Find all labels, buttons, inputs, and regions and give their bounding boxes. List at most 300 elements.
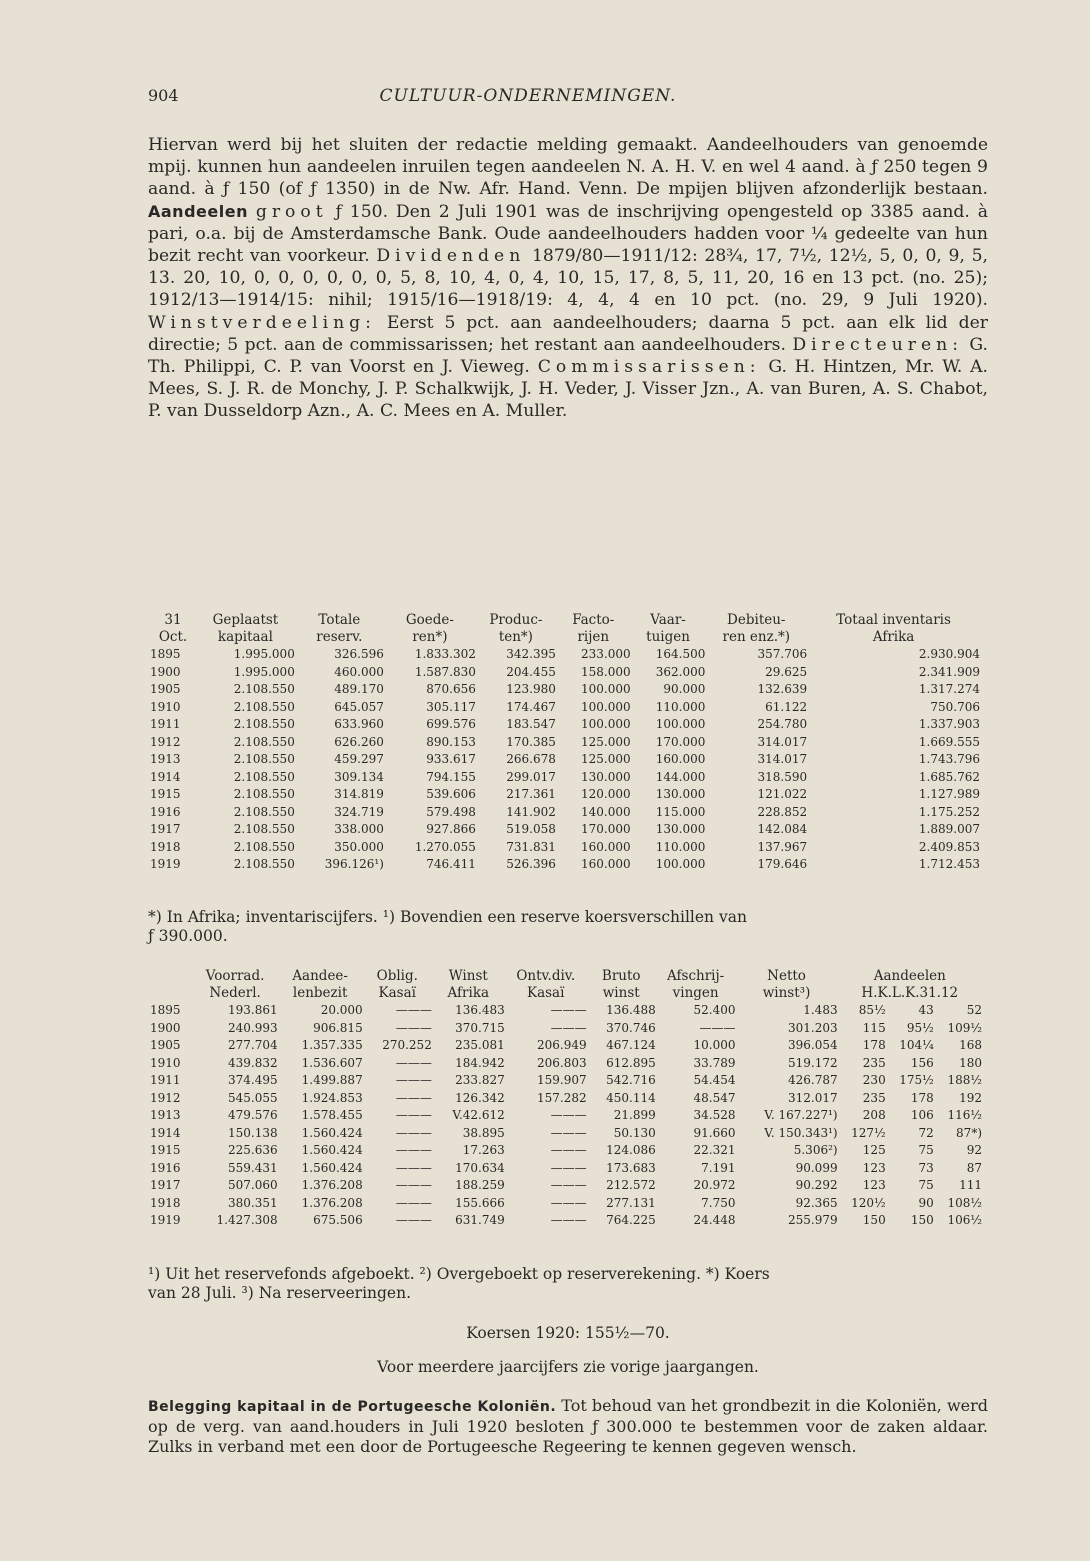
table-cell: 87: [966, 1160, 982, 1175]
table-cell: 2.108.550: [233, 717, 295, 731]
table-cell: 254.780: [757, 717, 808, 731]
table-cell: ———: [395, 1160, 432, 1175]
table-row: [150, 856, 980, 874]
table-cell: 467.124: [606, 1038, 656, 1052]
table-cell: 1.317.274: [918, 682, 980, 696]
table-cell: 396.054: [787, 1038, 838, 1052]
table-cell: 507.060: [228, 1178, 278, 1192]
table-cell: 1.560.424: [301, 1160, 363, 1175]
table-cell: 38.895: [462, 1125, 505, 1140]
table-cell: 1.669.555: [918, 734, 980, 749]
col-header: Afrika: [447, 985, 490, 1001]
col-header: Kasaï: [378, 985, 416, 1001]
table-row: [150, 1125, 982, 1143]
spaced-heading-winstverdeeling: Winstverdeeling:: [148, 312, 376, 333]
text-segment: Hiervan werd bij het sluiten der redactie melding gemaakt. Aandeelhouders van genoemde mpij. kunnen hun aandeelen inruilen tegen aandeelen N. A. H. V. en wel 4 aand. à ƒ 250 tegen 9 aand. à ƒ 150 (of ƒ 1350) in de Nw. Afr. Hand. Venn. De mpijen blijven afzonderlijk bestaan.: [148, 135, 988, 200]
table-cell: 1.560.424: [301, 1143, 363, 1157]
table-cell: 121.022: [757, 787, 808, 801]
table-cell: 100.000: [581, 699, 631, 714]
year-cell: 1912: [150, 1090, 181, 1105]
table-cell: 115: [862, 1020, 886, 1035]
col-header: Winst: [448, 968, 488, 984]
table-cell: 890.153: [426, 734, 476, 749]
table-cell: 179.646: [757, 857, 808, 871]
table-cell: 159.907: [537, 1073, 587, 1087]
table-cell: 362.000: [655, 664, 706, 679]
table-cell: 380.351: [228, 1195, 278, 1210]
table-cell: 2.108.550: [233, 839, 295, 854]
table-cell: 746.411: [426, 857, 476, 871]
table-cell: 350.000: [334, 839, 384, 854]
col-header: Ontv.div.: [516, 968, 576, 984]
table-cell: 1.712.453: [918, 857, 980, 871]
table-row: [150, 1177, 982, 1195]
meerdere-jaarcijfers-line: Voor meerdere jaarcijfers zie vorige jaargangen.: [377, 1358, 759, 1376]
table-cell: 204.455: [506, 664, 556, 679]
table-cell: 1.536.607: [301, 1055, 363, 1070]
company-description: [148, 134, 988, 423]
table-cell: ———: [395, 1195, 432, 1210]
table-cell: 794.155: [426, 769, 476, 784]
table-cell: 1.337.903: [918, 717, 980, 731]
table-cell: 1.685.762: [918, 769, 980, 784]
year-cell: 1911: [150, 717, 181, 731]
col-header: Netto: [767, 968, 806, 984]
table-cell: ———: [395, 1213, 432, 1227]
spaced-heading-commissarissen: Commissarissen:: [537, 357, 761, 378]
table-cell: 1.427.308: [216, 1213, 278, 1227]
table-cell: 314.017: [757, 752, 808, 766]
table-cell: 92: [966, 1143, 982, 1157]
table-cell: 2.108.550: [233, 822, 295, 836]
col-header: reserv.: [316, 629, 363, 645]
table-cell: 235: [862, 1090, 886, 1105]
table-cell: 125: [862, 1143, 886, 1157]
table-cell: 559.431: [228, 1160, 278, 1175]
table-cell: 240.993: [228, 1020, 278, 1035]
table-cell: 1.578.455: [301, 1108, 363, 1122]
table-cell: 72: [918, 1125, 934, 1140]
col-header: winst³): [762, 985, 811, 1001]
table-cell: 208: [862, 1108, 886, 1122]
table-cell: 158.000: [581, 664, 631, 679]
table-cell: 160.000: [655, 752, 706, 766]
text-segment: Eerst 5 pct. aan aandeelhouders; daarna 5 pct. aan elk lid der directie; 5 pct. aan de commissarissen; het restant aan aandeelhouders.: [148, 312, 988, 355]
table-row: [150, 1037, 982, 1055]
table-cell: 750.706: [930, 699, 980, 714]
table-cell: 17.263: [462, 1143, 505, 1157]
table-cell: 228.852: [757, 804, 808, 819]
col-header: Aandeelen: [873, 968, 946, 984]
table-cell: 127½: [851, 1125, 886, 1140]
table-row: [150, 664, 980, 682]
table-row: [150, 1020, 982, 1038]
table-cell: 130.000: [581, 769, 631, 784]
year-cell: 1918: [150, 1195, 181, 1210]
table-row: [150, 681, 980, 699]
table-cell: 173.683: [606, 1160, 656, 1175]
table-cell: 266.678: [506, 752, 556, 766]
table-cell: 479.576: [228, 1108, 278, 1122]
table-cell: 2.108.550: [233, 699, 295, 714]
table-cell: 933.617: [426, 752, 476, 766]
year-cell: 1919: [150, 1213, 181, 1227]
table-cell: 87*): [956, 1125, 982, 1140]
table-cell: 10.000: [693, 1038, 736, 1052]
col-header: Nederl.: [209, 985, 261, 1001]
footnote-line: van 28 Juli. ³) Na reserveeringen.: [148, 1284, 412, 1302]
table-cell: 115.000: [655, 804, 706, 819]
table-cell: 54.454: [693, 1073, 736, 1087]
year-cell: 1895: [150, 647, 181, 661]
table-cell: ———: [395, 1125, 432, 1140]
table-cell: 270.252: [382, 1038, 432, 1052]
year-cell: 1895: [150, 1003, 181, 1017]
table-cell: ———: [550, 1003, 587, 1017]
table-row: [150, 699, 980, 717]
table-cell: 277.131: [606, 1195, 656, 1210]
year-cell: 1914: [150, 769, 181, 784]
table-cell: 116½: [947, 1108, 982, 1122]
table-cell: 542.716: [606, 1073, 656, 1087]
table-cell: 338.000: [334, 822, 384, 836]
balance-table-body: [150, 646, 980, 874]
table-row: [150, 1212, 982, 1230]
table-cell: 170.385: [506, 734, 556, 749]
table-cell: 1.587.830: [414, 664, 476, 679]
table-cell: 675.506: [313, 1213, 363, 1227]
table-cell: 170.634: [455, 1160, 505, 1175]
footnote-line: ƒ 390.000.: [148, 927, 228, 945]
table-cell: ———: [395, 1055, 432, 1070]
table-cell: 160.000: [581, 857, 631, 871]
text-segment: ƒ 150. Den 2 Juli 1901 was de inschrijving opengesteld op 3385 aand. à pari, o.a. bij de Amsterdamsche Bank. Oude aandeelhouders hadden voor ¼ gedeelte van hun bezit recht van voorkeur.: [148, 201, 988, 267]
table-cell: 1.743.796: [918, 752, 980, 766]
table-cell: 1.175.252: [918, 804, 980, 819]
year-cell: 1910: [150, 1055, 181, 1070]
table-header-row-1: [150, 968, 982, 985]
table-cell: 90: [918, 1195, 934, 1210]
table-cell: 305.117: [426, 699, 476, 714]
year-cell: 1905: [150, 682, 181, 696]
footnote-line: *) In Afrika; inventariscijfers. ¹) Bovendien een reserve koersverschillen van: [148, 908, 747, 926]
results-table-body: [150, 1002, 982, 1230]
table-cell: 314.819: [334, 787, 384, 801]
table-cell: 233.827: [455, 1073, 505, 1087]
table-row: [150, 804, 980, 822]
table-cell: 144.000: [655, 769, 706, 784]
table-cell: 52.400: [693, 1003, 736, 1017]
col-header: Facto-: [572, 612, 615, 628]
table-cell: 130.000: [655, 787, 706, 801]
year-cell: 1913: [150, 1108, 181, 1122]
col-header: Kasaï: [527, 985, 565, 1001]
table-cell: 314.017: [757, 734, 808, 749]
table-cell: 21.899: [613, 1108, 656, 1122]
col-header: vingen: [672, 985, 719, 1001]
page-number: 904: [148, 86, 179, 105]
table-cell: 396.126¹): [324, 857, 384, 871]
table-cell: 2.108.550: [233, 857, 295, 871]
table-cell: 22.321: [693, 1143, 736, 1157]
table-cell: ———: [550, 1020, 587, 1035]
table-cell: 125.000: [581, 734, 631, 749]
table-row: [150, 734, 980, 752]
table-cell: 1.499.887: [301, 1073, 363, 1087]
table-cell: 192: [959, 1090, 982, 1105]
col-header: [150, 985, 193, 1002]
table-cell: 277.704: [228, 1038, 278, 1052]
year-cell: 1912: [150, 734, 181, 749]
table-cell: ———: [550, 1108, 587, 1122]
col-header: Totaal inventaris: [836, 612, 951, 628]
spaced-text: groot: [255, 201, 328, 222]
col-header: [150, 968, 193, 985]
table-cell: 132.639: [757, 682, 808, 696]
table-row: [150, 1072, 982, 1090]
table-cell: 2.108.550: [233, 682, 295, 696]
col-header: Vaar-: [650, 612, 686, 628]
table-cell: 141.902: [506, 804, 556, 819]
heading-aandeelen: Aandeelen: [148, 201, 248, 221]
table-cell: 450.114: [606, 1090, 656, 1105]
col-header: Totale: [318, 612, 361, 628]
table-cell: 136.483: [455, 1003, 505, 1017]
table-cell: 155.666: [455, 1195, 505, 1210]
belegging-heading: Belegging kapitaal in de Portugeesche Koloniën.: [148, 1399, 557, 1415]
table-cell: ———: [550, 1213, 587, 1227]
table-row: [150, 769, 980, 787]
belegging-text: Tot behoud van het grondbezit in die Koloniën, werd op de verg. van aand.houders in Juli 1920 besloten ƒ 300.000 te bestemmen voor de zaken aldaar. Zulks in verband met een door de Portugeesche Regeering te kennen gegeven wensch.: [148, 1396, 989, 1456]
table-cell: 324.719: [334, 804, 384, 819]
table-cell: 1.483: [803, 1003, 838, 1017]
table-cell: 178: [910, 1090, 934, 1105]
table-cell: 90.000: [663, 682, 706, 696]
table-cell: ———: [550, 1195, 587, 1210]
table-cell: 2.409.853: [918, 839, 980, 854]
table-cell: 318.590: [757, 769, 808, 784]
table-cell: 699.576: [426, 717, 476, 731]
table-cell: 326.596: [334, 647, 384, 661]
table-cell: 90.292: [795, 1178, 838, 1192]
table-cell: ———: [550, 1125, 587, 1140]
year-cell: 1919: [150, 857, 181, 871]
table-cell: 92.365: [795, 1195, 838, 1210]
table-cell: 85½: [858, 1003, 886, 1017]
table-cell: 33.789: [693, 1055, 736, 1070]
table-cell: 7.750: [701, 1195, 736, 1210]
table-cell: 519.172: [787, 1055, 838, 1070]
table-cell: 168: [959, 1038, 982, 1052]
col-header: Geplaatst: [212, 612, 279, 628]
col-header: Afrika: [872, 629, 915, 645]
table-cell: 150: [910, 1213, 934, 1227]
table-cell: 927.866: [426, 822, 476, 836]
table-cell: 342.395: [506, 647, 556, 661]
table-cell: 123.980: [506, 682, 556, 696]
table-row: [150, 646, 980, 664]
table-cell: ———: [550, 1143, 587, 1157]
table-cell: 1.924.853: [301, 1090, 363, 1105]
table-cell: 439.832: [228, 1055, 278, 1070]
col-header: Oct.: [158, 629, 188, 645]
table-cell: 206.949: [537, 1038, 587, 1052]
table-cell: 1.270.055: [414, 839, 476, 854]
table-cell: 90.099: [795, 1160, 838, 1175]
spaced-heading-directeuren: Directeuren:: [792, 334, 964, 355]
table-row: [150, 751, 980, 769]
table1-footnote: [148, 908, 988, 946]
table-cell: 1.376.208: [301, 1178, 363, 1192]
description-paragraph: [148, 134, 988, 423]
balance-table: [150, 612, 980, 874]
table-cell: 188.259: [455, 1178, 505, 1192]
table-cell: 626.260: [334, 734, 384, 749]
koersen-line: Koersen 1920: 155½—70.: [466, 1324, 670, 1342]
table-cell: 235.081: [455, 1038, 505, 1052]
table-cell: ———: [550, 1178, 587, 1192]
col-header: lenbezit: [292, 985, 348, 1001]
col-header: tuigen: [646, 629, 690, 645]
year-cell: 1911: [150, 1073, 181, 1087]
table-cell: 212.572: [606, 1178, 656, 1192]
table-cell: 184.942: [455, 1055, 505, 1070]
table-cell: 100.000: [655, 717, 706, 731]
table2-footnote: [148, 1265, 988, 1303]
table-cell: 29.625: [765, 664, 808, 679]
table-cell: 75: [918, 1178, 934, 1192]
table-cell: 1.127.989: [918, 787, 980, 801]
table-cell: 870.656: [426, 682, 476, 696]
table-cell: 61.122: [765, 699, 808, 714]
results-table: [150, 968, 982, 1230]
table-cell: 43: [918, 1003, 934, 1017]
text-segment: G. Th. Philippi, C. P. van Voorst en J. Vieweg.: [148, 334, 989, 378]
col-header: Produc-: [489, 612, 543, 628]
year-cell: 1918: [150, 839, 181, 854]
table-row: [150, 1107, 982, 1125]
table-row: [150, 1142, 982, 1160]
table-cell: 230: [862, 1073, 886, 1087]
year-cell: 1917: [150, 1178, 181, 1192]
table-cell: ———: [395, 1020, 432, 1035]
table-cell: 108½: [947, 1195, 982, 1210]
table-row: [150, 716, 980, 734]
table-row: [150, 1055, 982, 1073]
table-cell: 233.000: [581, 647, 631, 661]
table-cell: 2.930.904: [918, 647, 980, 661]
table-cell: 106½: [947, 1213, 982, 1227]
table-cell: ———: [550, 1160, 587, 1175]
table-cell: 34.528: [693, 1108, 736, 1122]
table-cell: 111: [959, 1178, 982, 1192]
table-cell: 123: [862, 1178, 886, 1192]
year-cell: 1913: [150, 752, 181, 766]
table-cell: 156: [910, 1055, 934, 1070]
table-cell: 764.225: [606, 1213, 656, 1227]
table-cell: 1.833.302: [414, 647, 476, 661]
table-cell: 206.803: [537, 1055, 587, 1070]
table-cell: 426.787: [787, 1073, 838, 1087]
table-cell: 160.000: [581, 839, 631, 854]
col-header: Bruto: [601, 968, 641, 984]
text-segment: G. H. Hintzen, Mr. W. A. Mees, S. J. R. de Monchy, J. P. Schalkwijk, J. H. Veder, J. Visser Jzn., A. van Buren, A. S. Chabot, P. van Dusseldorp Azn., A. C. Mees en A. Muller.: [148, 357, 989, 422]
table-cell: 110.000: [655, 839, 706, 854]
table-cell: 645.057: [334, 699, 384, 714]
col-header: 31: [164, 612, 182, 628]
table-cell: ———: [699, 1020, 736, 1035]
year-cell: 1905: [150, 1038, 181, 1052]
table-cell: 193.861: [228, 1003, 278, 1017]
table-cell: 150.138: [228, 1125, 278, 1140]
table-cell: 110.000: [655, 699, 706, 714]
table-cell: 2.108.550: [233, 734, 295, 749]
table-cell: 126.342: [455, 1090, 505, 1105]
table-cell: 1.376.208: [301, 1195, 363, 1210]
table-cell: 526.396: [506, 857, 556, 871]
table-cell: ———: [395, 1108, 432, 1122]
table-cell: 130.000: [655, 822, 706, 836]
table-cell: 370.715: [455, 1020, 505, 1035]
table-cell: 178: [862, 1038, 886, 1052]
table-cell: 357.706: [757, 647, 808, 661]
col-header: winst: [602, 985, 640, 1001]
table-cell: 170.000: [655, 734, 706, 749]
table-cell: 50.130: [613, 1125, 656, 1140]
table-cell: 519.058: [506, 822, 556, 836]
table-cell: 301.203: [787, 1020, 838, 1035]
table-cell: 460.000: [334, 664, 384, 679]
table-cell: 157.282: [537, 1090, 587, 1105]
year-cell: 1916: [150, 804, 181, 819]
table-cell: 95½: [906, 1020, 934, 1035]
table-cell: 142.084: [757, 822, 808, 836]
year-cell: 1910: [150, 699, 181, 714]
table-cell: 137.967: [757, 839, 808, 854]
table-cell: 150: [862, 1213, 886, 1227]
table-cell: 579.498: [426, 804, 476, 819]
table-cell: 374.495: [228, 1073, 278, 1087]
table-row: [150, 1160, 982, 1178]
table-cell: 183.547: [506, 717, 556, 731]
year-cell: 1916: [150, 1160, 181, 1175]
table-cell: 100.000: [655, 857, 706, 871]
table-row: [150, 1090, 982, 1108]
table-cell: 1.357.335: [301, 1038, 363, 1052]
table-cell: 545.055: [228, 1090, 278, 1105]
col-header: Goede-: [405, 612, 454, 628]
table-cell: 120.000: [581, 787, 631, 801]
year-cell: 1917: [150, 822, 181, 836]
running-title: CULTUUR-ONDERNEMINGEN.: [379, 86, 677, 106]
year-cell: 1900: [150, 664, 181, 679]
table-cell: 489.170: [334, 682, 384, 696]
col-header: ren enz.*): [722, 629, 791, 645]
table-header-row-2: [150, 629, 980, 646]
year-cell: 1900: [150, 1020, 181, 1035]
table-cell: 20.972: [693, 1178, 736, 1192]
table-cell: 235: [862, 1055, 886, 1070]
col-header: rijen: [577, 629, 610, 645]
table-cell: 2.108.550: [233, 752, 295, 766]
table-cell: 24.448: [693, 1213, 736, 1227]
col-header: kapitaal: [217, 629, 273, 645]
table-cell: 164.500: [655, 647, 706, 661]
table-cell: 225.636: [228, 1143, 278, 1157]
table-cell: ———: [395, 1143, 432, 1157]
table-cell: 1.889.007: [918, 822, 980, 836]
table-row: [150, 1002, 982, 1020]
